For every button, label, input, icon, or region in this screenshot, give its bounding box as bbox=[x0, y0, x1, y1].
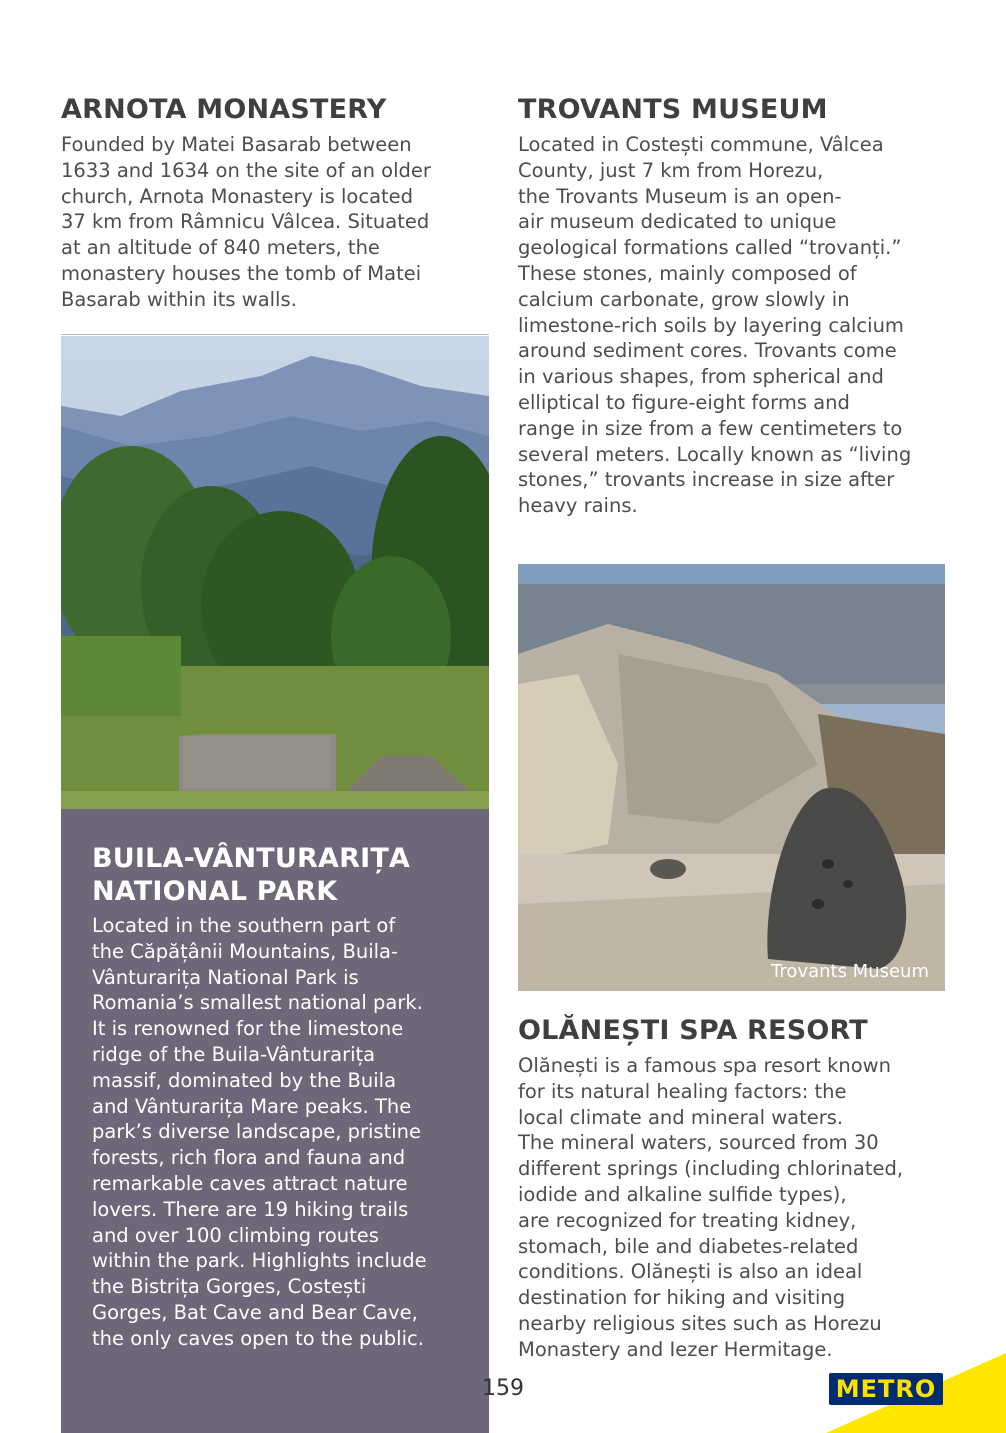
photo-caption: Trovants Museum bbox=[771, 961, 929, 982]
national-park-panel bbox=[61, 809, 489, 1433]
olanesti-title: OLĂNEȘTI SPA RESORT bbox=[518, 1015, 868, 1046]
olanesti-text: Olănești is a famous spa resort known for its natural healing factors: the local climate and mineral waters. The mineral waters, sourced from 30 different springs (including chlorinated, iodide and alkaline sulfide types), are recognized for treating kidney, stomach, bile and diabetes-related conditions. Olănești is also an ideal destination for hiking and visiting nearby religious sites such as Horezu Monastery and Iezer Hermitage. bbox=[518, 1054, 904, 1361]
arnota-title: ARNOTA MONASTERY bbox=[61, 94, 387, 125]
buila-title: BUILA-VÂNTURARIȚA NATIONAL PARK bbox=[92, 843, 411, 907]
trovants-museum-photo bbox=[518, 564, 945, 991]
page-number: 159 bbox=[482, 1376, 524, 1401]
mountain-landscape-photo bbox=[61, 336, 489, 809]
metro-logo-text: METRO bbox=[835, 1375, 937, 1403]
trovants-title: TROVANTS MUSEUM bbox=[518, 94, 828, 125]
trovants-text: Located in Costești commune, Vâlcea County, just 7 km from Horezu, the Trovants Museum is an open- air museum dedicated to unique geological formations called “trovanți.” These stones, mainly composed of calcium carbonate, grow slowly in limestone-rich soils by layering calcium around sediment cores. Trovants come in various shapes, from spherical and elliptical to figure-eight forms and range in size from a few centimeters to several meters. Locally known as “living stones,” trovants increase in size after heavy rains. bbox=[518, 133, 912, 518]
buila-text: Located in the southern part of the Căpățânii Mountains, Buila- Vânturarița National Park is Romania’s smallest national park. It is renowned for the limestone ridge of the Buila-Vânturarița massif, dominated by the Buila and Vânturarița Mare peaks. The park’s diverse landscape, pristine forests, rich flora and fauna and remarkable caves attract nature lovers. There are 19 hiking trails and over 100 climbing routes within the park. Highlights include the Bistrița Gorges, Costești Gorges, Bat Cave and Bear Cave, the only caves open to the public. bbox=[92, 914, 427, 1350]
arnota-text: Founded by Matei Basarab between 1633 and 1634 on the site of an older church, Arnota Monastery is located 37 km from Râmnicu Vâlcea. Situated at an altitude of 840 meters, the monastery houses the tomb of Matei Basarab within its walls. bbox=[61, 133, 431, 311]
metro-logo bbox=[829, 1373, 943, 1405]
section-divider bbox=[61, 334, 489, 335]
